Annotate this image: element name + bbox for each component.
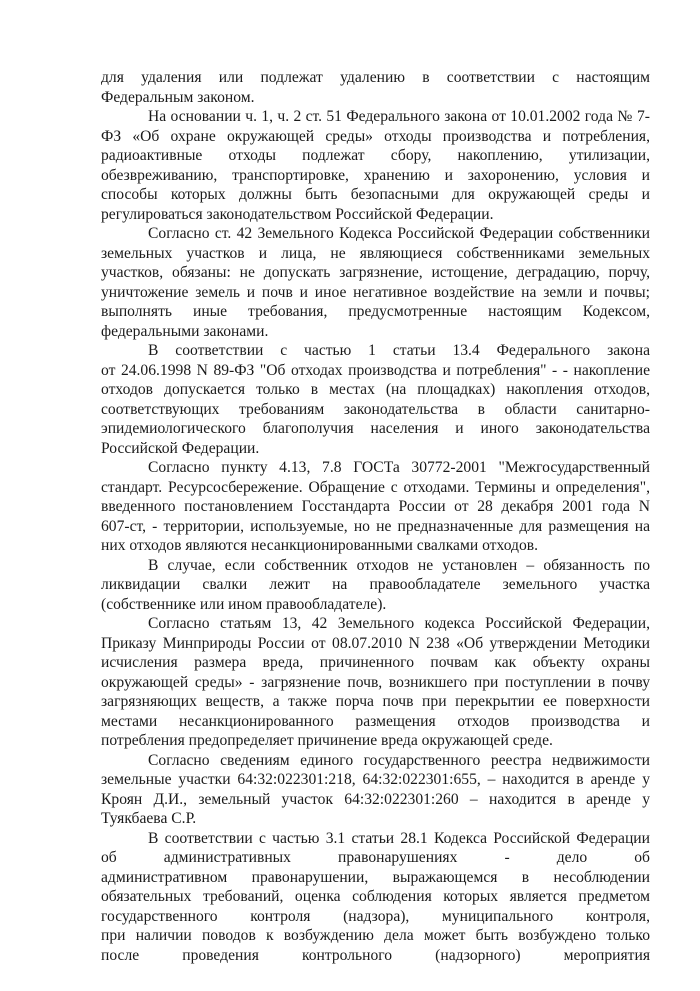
text-line: исчисления размера вреда, причиненного почвам как объекту охраны: [101, 654, 650, 671]
paragraph: [101, 458, 650, 556]
text-line: земельные участки 64:32:022301:218, 64:32:022301:655, – находится в аренде у: [101, 771, 650, 788]
paragraph: [101, 68, 650, 107]
text-line: участков, обязаны: не допускать загрязнение, истощение, деградацию, порчу,: [101, 264, 650, 281]
text-line: государственного контроля (надзора), муниципального контроля,: [101, 907, 650, 925]
text-line: Туякбаева С.Р.: [101, 810, 197, 827]
text-line: окружающей среды» - загрязнение почв, возникшего при поступлении в почву: [101, 673, 650, 691]
text-line: административном правонарушении, выражающемся в несоблюдении: [101, 868, 650, 886]
text-line: выполнять иные требования, предусмотренные настоящим Кодексом,: [101, 303, 650, 320]
text-line: В соответствии с частью 1 статьи 13.4 Федерального закона: [148, 342, 650, 359]
text-line: радиоактивные отходы подлежат сбору, накоплению, утилизации,: [101, 147, 650, 164]
text-line: Приказу Минприроды России от 08.07.2010 N 238 «Об утверждении Методики: [101, 634, 650, 652]
paragraph: [101, 614, 650, 751]
text-line: потребления предопределяет причинение вреда окружающей среде.: [101, 732, 553, 749]
text-line: федеральными законами.: [101, 322, 269, 340]
text-line: обязательных требований, оценка соблюдения которых является предметом: [101, 888, 650, 905]
text-line: Согласно статьям 13, 42 Земельного кодекса Российской Федерации,: [148, 615, 650, 632]
text-line: Кроян Д.И., земельный участок 64:32:022301:260 – находится в аренде у: [101, 790, 650, 808]
paragraph: [101, 556, 650, 615]
text-line: отходов допускается только в местах (на площадках) накопления отходов,: [101, 381, 650, 398]
text-line: Федеральным законом.: [101, 88, 255, 106]
text-line: На основании ч. 1, ч. 2 ст. 51 Федерального закона от 10.01.2002 года № 7-: [148, 108, 650, 125]
text-line: стандарт. Ресурсосбережение. Обращение с отходами. Термины и определения",: [101, 478, 650, 496]
text-line: после проведения контрольного (надзорного) мероприятия: [101, 946, 650, 964]
text-line: ликвидации свалки лежит на правообладателе земельного участка: [101, 576, 650, 593]
paragraph: [101, 751, 650, 829]
paragraph: [101, 224, 650, 341]
text-line: местами несанкционированного размещения отходов производства и: [101, 712, 650, 730]
text-line: Российской Федерации.: [101, 439, 260, 457]
text-line: обезвреживанию, транспортировке, хранению и захоронению, условия и: [101, 166, 650, 184]
text-line: при наличии поводов к возбуждению дела может быть возбуждено только: [101, 927, 650, 944]
text-line: ФЗ «Об охране окружающей среды» отходы производства и потребления,: [101, 127, 650, 145]
text-line: Согласно ст. 42 Земельного Кодекса Российской Федерации собственники: [148, 225, 650, 242]
text-line: введенного постановлением Госстандарта России от 28 декабря 2001 года N: [101, 498, 650, 515]
paragraph: [101, 829, 650, 966]
text-line: В соответствии с частью 3.1 статьи 28.1 Кодекса Российской Федерации: [148, 829, 650, 847]
text-line: уничтожение земель и почв и иное негативное воздействие на земли и почвы;: [101, 283, 650, 301]
paragraph: [101, 107, 650, 224]
text-line: для удаления или подлежат удалению в соответствии с настоящим: [101, 69, 650, 86]
paragraph: [101, 341, 650, 458]
text-line: способы которых должны быть безопасными для окружающей среды и: [101, 186, 650, 203]
text-line: регулироваться законодательством Российской Федерации.: [101, 205, 494, 223]
text-line: (собственнике или ином правообладателе).: [101, 595, 387, 613]
text-line: Согласно сведениям единого государственного реестра недвижимости: [148, 751, 650, 769]
text-line: эпидемиологического благополучия населения и иного законодательства: [101, 420, 650, 437]
text-line: них отходов являются несанкционированными свалками отходов.: [101, 537, 539, 554]
text-line: от 24.06.1998 N 89-ФЗ "Об отходах производства и потребления" - - накопление: [101, 361, 650, 379]
document-page: [101, 68, 650, 965]
text-line: соответствующих требованиям законодательства в области санитарно-: [101, 400, 650, 418]
text-line: 607-ст, - территории, используемые, но не предназначенные для размещения на: [101, 517, 650, 535]
text-line: земельных участков и лица, не являющиеся собственниками земельных: [101, 244, 650, 262]
text-line: Согласно пункту 4.13, 7.8 ГОСТа 30772-2001 "Межгосударственный: [148, 459, 650, 476]
text-line: загрязняющих веществ, а также порча почв при перекрытии ее поверхности: [101, 693, 650, 710]
text-line: об административных правонарушениях - дело об: [101, 849, 650, 866]
text-line: В случае, если собственник отходов не установлен – обязанность по: [148, 556, 650, 574]
